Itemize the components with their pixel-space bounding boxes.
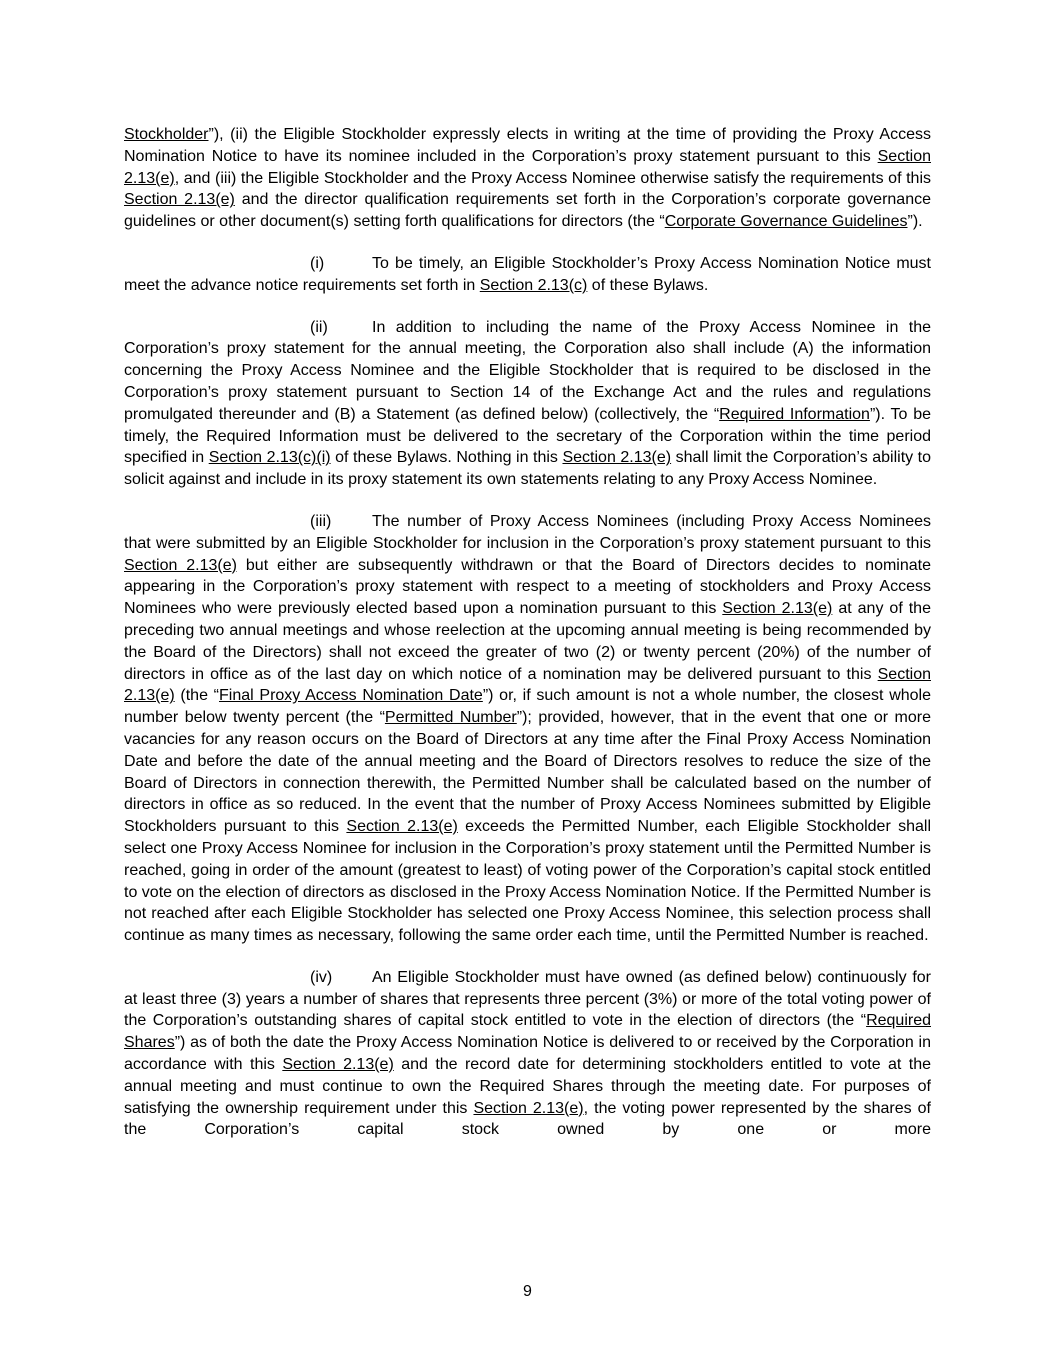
text-segment: (the “ <box>174 687 220 705</box>
page-number: 9 <box>523 1283 532 1300</box>
paragraph-label: (iii) <box>310 512 332 530</box>
text-segment: exceeds the Permitted Number, each Eligible Stockholder shall select one Proxy Access Nominee for inclusion in the Corporation’s proxy statement until the Permitted Number is reached, going in order of the amount (greatest to least) of voting power of the Corporation’s capital stock entitled to vote on the election of directors as disclosed in the Proxy Access Nomination Notice. If the Permitted Number is not reached after each Eligible Stockholder has selected one Proxy Access Nominee, this selection process shall continue as many times as necessary, following the same order each time, until the Permitted Number is reached. <box>124 818 932 945</box>
text-segment: ”), (ii) the Eligible Stockholder expressly elects in writing at the time of providing the Proxy Access Nomination Notice to have its nominee included in the Corporation’s proxy statement pursuant to this <box>124 126 931 165</box>
defined-term-reference: Section 2.13(e) <box>124 556 237 574</box>
text-segment: ”) or, if such amount is not a whole number, the closest whole number below twenty percent (the “ <box>124 687 932 727</box>
paragraph <box>124 124 931 233</box>
text-segment: In addition to including the name of the Proxy Access Nominee in the Corporation’s proxy statement for the annual meeting, the Corporation also shall include (A) the information concerning the Proxy Access Nominee and the Eligible Stockholder that is required to be disclosed in the Corporation’s proxy statement pursuant to Section 14 of the Exchange Act and the rules and regulations promulgated thereunder and (B) a Statement (as defined below) (collectively, the “ <box>124 318 931 423</box>
paragraph <box>124 511 931 947</box>
text-segment: and the record date for determining stockholders entitled to vote at the annual meeting and must continue to own the Required Shares through the meeting date. For purposes of satisfying the ownership requirement under this <box>124 1056 932 1117</box>
defined-term-reference: Permitted Number <box>384 709 517 727</box>
text-segment: , and (iii) the Eligible Stockholder and the Proxy Access Nominee otherwise satisfy the requirements of this <box>174 169 931 187</box>
defined-term-reference: Final Proxy Access Nomination Date <box>219 687 483 705</box>
paragraph <box>124 317 931 491</box>
text-segment: ”). <box>907 213 923 231</box>
defined-term-reference: Section 2.13(e) <box>124 191 235 209</box>
text-segment: and the director qualification requirements set forth in the Corporation’s corporate governance guidelines or other document(s) setting forth qualifications for directors (the “ <box>124 191 932 231</box>
text-segment: ”). To be timely, the Required Information must be delivered to the secretary of the Corporation within the time period specified in <box>124 405 932 467</box>
defined-term-reference: Corporate Governance Guidelines <box>664 213 908 231</box>
defined-term-reference: Section 2.13(c) <box>479 276 588 294</box>
defined-term-reference: Section 2.13(e) <box>282 1056 394 1074</box>
defined-term-reference: Section 2.13(e) <box>346 818 458 836</box>
defined-term-reference: Section 2.13(e) <box>562 449 672 467</box>
paragraph <box>124 967 931 1141</box>
defined-term-reference: Section 2.13(e) <box>473 1099 584 1117</box>
defined-term-reference: Section 2.13(e) <box>124 147 931 187</box>
text-segment: shall limit the Corporation’s ability to solicit against and include in its proxy statement its own statements relating to any Proxy Access Nominee. <box>124 449 932 489</box>
text-segment: ”) as of both the date the Proxy Access Nomination Notice is delivered to or received by the Corporation in accordance with this <box>124 1034 931 1074</box>
defined-term-reference: Section 2.13(e) <box>722 600 833 618</box>
text-segment: at any of the preceding two annual meetings and whose reelection at the upcoming annual meeting is being recommended by the Board of the Directors) shall not exceed the greater of two (2) or twenty percent (20%) of the number of directors in office as of the last day on which notice of a nomination may be delivered pursuant to this <box>124 600 931 683</box>
defined-term-reference: Section 2.13(e) <box>124 665 931 705</box>
document-page <box>124 124 931 1161</box>
defined-term-reference: Required Information <box>719 405 870 423</box>
text-segment: To be timely, an Eligible Stockholder’s Proxy Access Nomination Notice must meet the advance notice requirements set forth in <box>124 254 931 294</box>
paragraph <box>124 253 931 297</box>
text-segment: of these Bylaws. Nothing in this <box>330 449 563 467</box>
paragraph-label: (iv) <box>310 968 333 986</box>
text-segment: of these Bylaws. <box>587 276 709 294</box>
paragraph-label: (i) <box>310 254 325 272</box>
text-segment: ”); provided, however, that in the event that one or more vacancies for any reason occurs on the Board of Directors at any time after the Final Proxy Access Nomination Date and before the date of the annual meeting and the Board of Directors resolves to reduce the size of the Board of Directors in connection therewith, the Permitted Number shall be calculated based on the number of directors in office as so reduced. In the event that the number of Proxy Access Nominees submitted by Eligible Stockholders pursuant to this <box>124 709 931 836</box>
text-segment: The number of Proxy Access Nominees (including Proxy Access Nominees that were submitted by an Eligible Stockholder for inclusion in the Corporation’s proxy statement pursuant to this <box>124 512 931 552</box>
text-segment: An Eligible Stockholder must have owned (as defined below) continuously for at least three (3) years a number of shares that represents three percent (3%) or more of the total voting power of the Corporation’s outstanding shares of capital stock entitled to vote in the election of directors (the “ <box>124 968 931 1030</box>
text-segment: , the voting power represented by the shares of the Corporation’s capital stock owned by one or more <box>124 1099 932 1139</box>
text-segment: but either are subsequently withdrawn or that the Board of Directors decides to nominate appearing in the Corporation’s proxy statement with respect to a meeting of stockholders and Proxy Access Nominees who were previously elected based upon a nomination pursuant to this <box>124 556 931 618</box>
defined-term-reference: Stockholder <box>124 126 209 143</box>
paragraph-label: (ii) <box>310 318 328 336</box>
defined-term-reference: Required Shares <box>124 1012 931 1052</box>
defined-term-reference: Section 2.13(c)(i) <box>208 449 331 467</box>
